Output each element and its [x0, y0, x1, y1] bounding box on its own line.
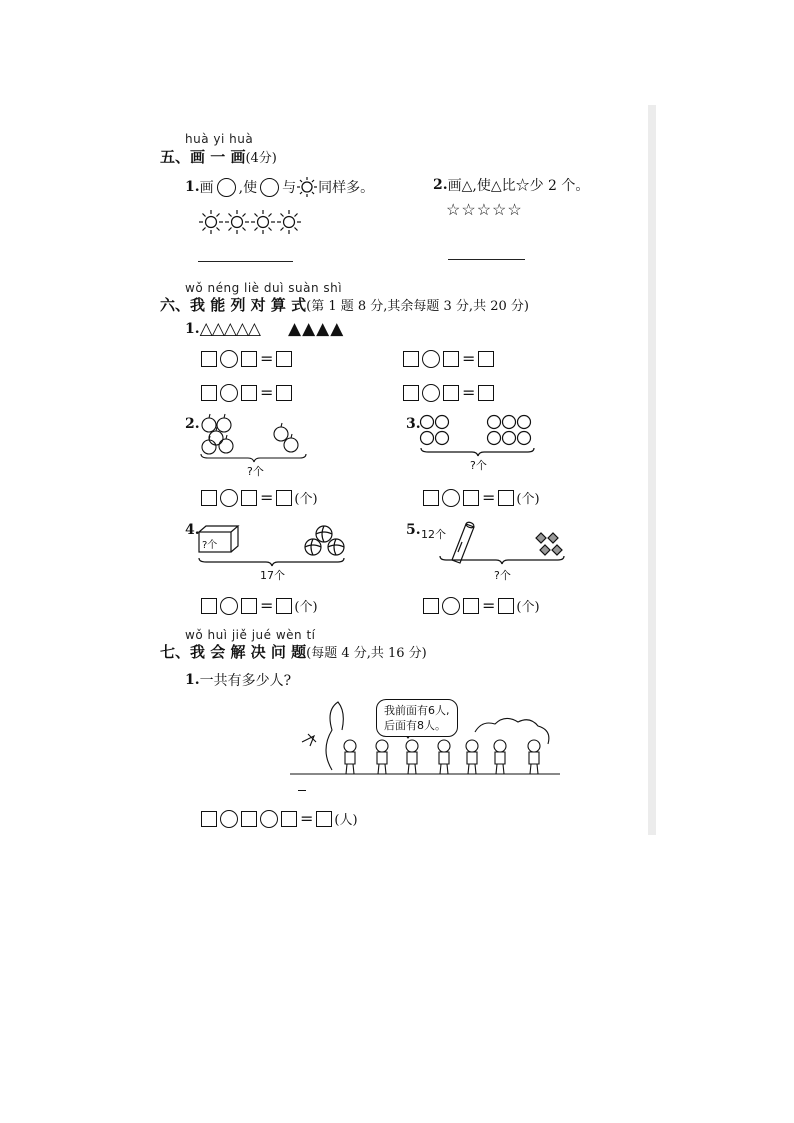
answer-box[interactable]	[241, 598, 257, 614]
answer-box[interactable]	[498, 598, 514, 614]
answer-line[interactable]	[448, 259, 525, 260]
section5-q2	[433, 175, 589, 195]
equation-row	[201, 349, 292, 368]
question-number: 1.	[185, 321, 200, 337]
equals-sign: =	[300, 809, 314, 828]
equation-row	[201, 596, 318, 615]
section7-title	[160, 641, 427, 662]
bubble-text: 后面有8人。	[384, 719, 446, 732]
unit-label: (个)	[294, 600, 318, 615]
section7-pinyin: wǒ huì jiě jué wèn tí	[185, 628, 316, 642]
equation-row	[201, 488, 318, 507]
operator-circle[interactable]	[220, 384, 238, 402]
answer-box[interactable]	[316, 811, 332, 827]
answer-box[interactable]	[201, 385, 217, 401]
question-number: 5.	[406, 522, 421, 538]
answer-box[interactable]	[201, 490, 217, 506]
section6-q1	[185, 319, 344, 339]
section7-q1	[185, 670, 291, 690]
operator-circle[interactable]	[442, 597, 460, 615]
answer-box[interactable]	[241, 351, 257, 367]
operator-circle[interactable]	[220, 350, 238, 368]
answer-box[interactable]	[463, 490, 479, 506]
star-row: ☆☆☆☆☆	[446, 200, 523, 219]
operator-circle[interactable]	[260, 810, 278, 828]
answer-box[interactable]	[423, 598, 439, 614]
section7-score: (每题 4 分,共 16 分)	[306, 646, 427, 661]
apples-icon	[198, 412, 310, 464]
answer-box[interactable]	[276, 598, 292, 614]
answer-box[interactable]	[281, 811, 297, 827]
answer-box[interactable]	[276, 385, 292, 401]
answer-box[interactable]	[276, 351, 292, 367]
equation-row	[403, 349, 494, 368]
answer-box[interactable]	[498, 490, 514, 506]
equals-sign: =	[482, 596, 496, 615]
section6-title	[160, 294, 529, 315]
sun-icon	[296, 176, 318, 198]
side-label: 12个	[421, 528, 446, 541]
equals-sign: =	[260, 488, 274, 507]
dash-mark	[298, 790, 306, 791]
operator-circle[interactable]	[220, 810, 238, 828]
brace-label: ?个	[470, 459, 487, 472]
equation-row	[423, 596, 540, 615]
operator-circle[interactable]	[422, 350, 440, 368]
brace-label: ?个	[494, 569, 511, 582]
answer-line[interactable]	[198, 261, 293, 262]
equation-row	[423, 488, 540, 507]
sun-row	[198, 209, 302, 235]
box-label: ?个	[202, 540, 218, 551]
section6-title-text: 六、我 能 列 对 算 式	[160, 296, 307, 314]
section7-title-text: 七、我 会 解 决 问 题	[160, 643, 307, 661]
question-number: 2.	[433, 177, 448, 193]
equals-sign: =	[482, 488, 496, 507]
question-text: 与	[282, 180, 297, 196]
equals-sign: =	[260, 349, 274, 368]
question-text: ,使	[238, 180, 258, 196]
brace-label: ?个	[247, 465, 264, 478]
answer-box[interactable]	[463, 598, 479, 614]
circle-icon	[217, 178, 236, 197]
answer-box[interactable]	[478, 385, 494, 401]
roll-and-shuttlecocks-icon	[432, 516, 578, 572]
unit-label: (个)	[516, 600, 540, 615]
sun-group-icon	[198, 209, 302, 235]
outline-triangles-icon: △△△△△	[199, 319, 260, 339]
section5-score: (4分)	[245, 151, 277, 166]
filled-triangles-icon: ▲▲▲▲	[288, 319, 345, 339]
circle-icon	[260, 178, 279, 197]
answer-box[interactable]	[403, 351, 419, 367]
circles-icon	[418, 414, 540, 460]
section6-score: (第 1 题 8 分,其余每题 3 分,共 20 分)	[306, 299, 529, 314]
unit-label: (个)	[516, 492, 540, 507]
answer-box[interactable]	[443, 385, 459, 401]
answer-box[interactable]	[241, 811, 257, 827]
equation-row	[403, 383, 494, 402]
question-number: 3.	[406, 416, 421, 432]
question-number: 1.	[185, 672, 200, 688]
answer-box[interactable]	[201, 351, 217, 367]
equals-sign: =	[462, 383, 476, 402]
equation-row	[201, 383, 292, 402]
question-text: 一共有多少人?	[199, 673, 292, 689]
operator-circle[interactable]	[220, 489, 238, 507]
operator-circle[interactable]	[220, 597, 238, 615]
question-number: 1.	[185, 179, 200, 195]
speech-bubble	[376, 699, 458, 737]
answer-box[interactable]	[443, 351, 459, 367]
section6-pinyin: wǒ néng liè duì suàn shì	[185, 281, 343, 295]
operator-circle[interactable]	[442, 489, 460, 507]
unit-label: (人)	[334, 813, 358, 828]
answer-box[interactable]	[241, 385, 257, 401]
unit-label: (个)	[294, 492, 318, 507]
answer-box[interactable]	[201, 598, 217, 614]
question-text: 画	[199, 180, 214, 196]
answer-box[interactable]	[403, 385, 419, 401]
answer-box[interactable]	[241, 490, 257, 506]
page-edge-shadow	[648, 105, 656, 835]
equation-row	[201, 809, 358, 828]
operator-circle[interactable]	[422, 384, 440, 402]
equals-sign: =	[260, 596, 274, 615]
section5-title	[160, 146, 277, 167]
section5-q1	[185, 176, 374, 198]
answer-box[interactable]	[201, 811, 217, 827]
section5-title-text: 五、画 一 画	[160, 148, 246, 166]
bubble-text: 我前面有6人,	[384, 704, 450, 717]
question-number: 2.	[185, 416, 200, 432]
answer-box[interactable]	[478, 351, 494, 367]
equals-sign: =	[462, 349, 476, 368]
answer-box[interactable]	[423, 490, 439, 506]
section5-pinyin: huà yi huà	[185, 132, 254, 146]
question-number: 4.	[185, 522, 200, 538]
answer-box[interactable]	[276, 490, 292, 506]
question-text: 同样多。	[318, 180, 375, 196]
equals-sign: =	[260, 383, 274, 402]
box-and-balls-icon	[196, 520, 348, 570]
brace-label: 17个	[260, 569, 285, 582]
question-text: 画△,使△比☆少 2 个。	[447, 178, 590, 194]
